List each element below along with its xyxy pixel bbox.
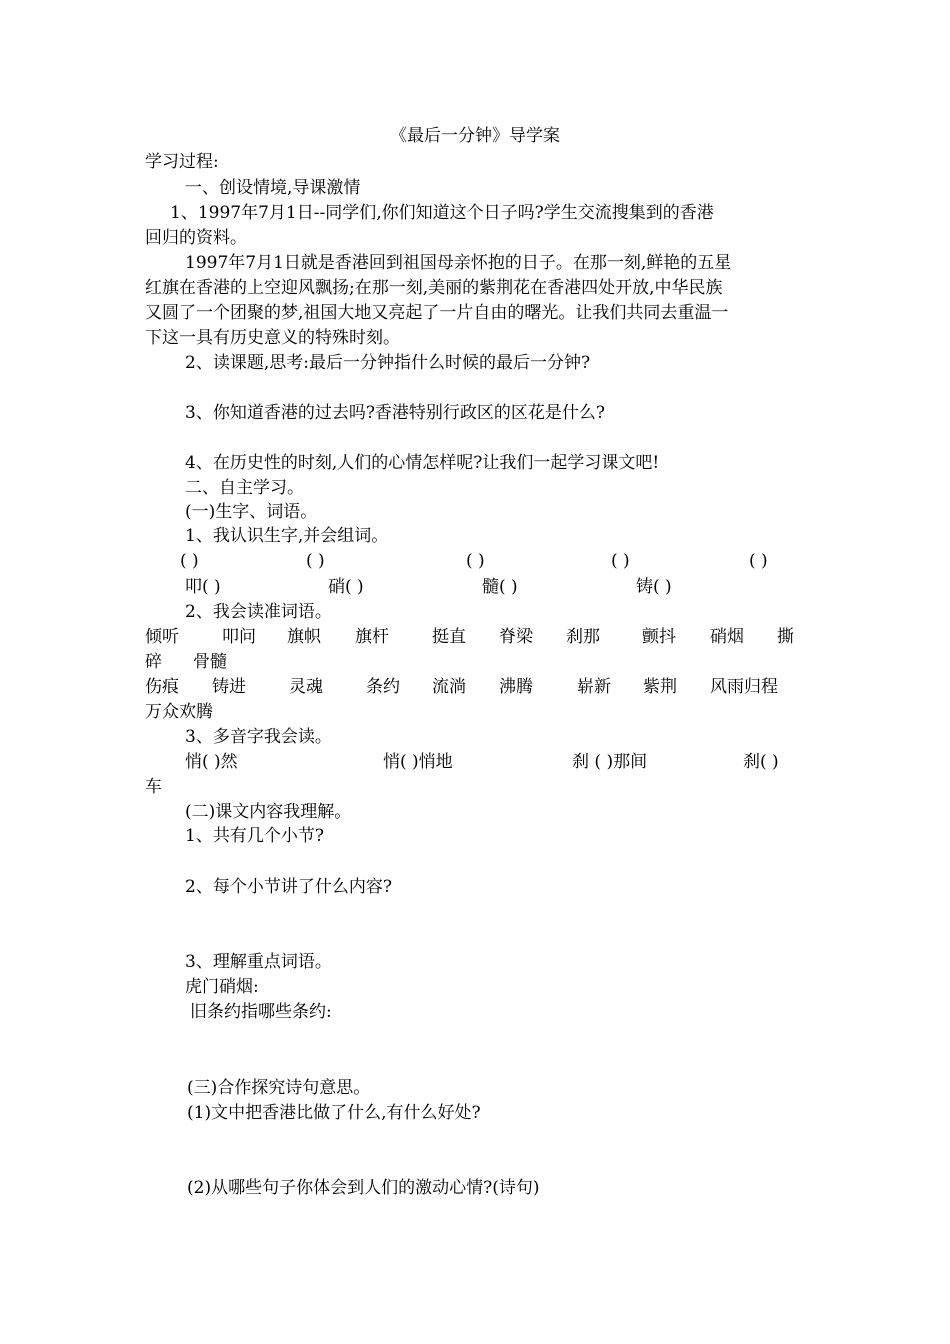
intro-paragraph-line-1: 1997年7月1日就是香港回到祖国母亲怀抱的日子。在那一刻,鲜艳的五星 <box>185 253 732 273</box>
vocab-word: 倾听 <box>145 627 179 647</box>
intro-paragraph-line-3: 又圆了一个团聚的梦,祖国大地又亮起了一片自由的曙光。让我们共同去重温一 <box>145 303 729 323</box>
polyphone-blank[interactable]: 刹( ) <box>743 752 779 772</box>
vocab-word: 流淌 <box>432 677 466 697</box>
pinyin-blank[interactable]: ( ) <box>180 551 199 571</box>
question-1-line-2: 回归的资料。 <box>145 228 247 248</box>
process-label: 学习过程: <box>145 152 219 172</box>
character-blank[interactable]: 叩( ) <box>185 577 221 597</box>
part2-question-2: 2、每个小节讲了什么内容? <box>185 877 392 897</box>
vocab-word: 风雨归程 <box>710 677 778 697</box>
part3-question-2: (2)从哪些句子你体会到人们的激动心情?(诗句) <box>187 1178 540 1198</box>
question-2: 2、读课题,思考:最后一分钟指什么时候的最后一分钟? <box>185 353 591 373</box>
part1-item-2: 2、我会读准词语。 <box>185 602 332 622</box>
vocab-word: 灵魂 <box>289 677 323 697</box>
character-blank[interactable]: 硝( ) <box>328 577 364 597</box>
polyphone-blank[interactable]: 悄( )然 <box>185 752 238 772</box>
question-3: 3、你知道香港的过去吗?香港特别行政区的区花是什么? <box>185 403 606 423</box>
vocab-word: 伤痕 <box>145 677 179 697</box>
term-old-treaties: 旧条约指哪些条约: <box>190 1002 332 1022</box>
part1-item-3: 3、多音字我会读。 <box>185 727 332 747</box>
part2-heading: (二)课文内容我理解。 <box>185 802 352 822</box>
vocab-word: 旗帜 <box>287 627 321 647</box>
part3-question-1: (1)文中把香港比做了什么,有什么好处? <box>187 1103 481 1123</box>
vocab-word: 铸进 <box>212 677 246 697</box>
pinyin-blank[interactable]: ( ) <box>466 551 485 571</box>
vocab-word: 刹那 <box>566 627 600 647</box>
vocab-word: 骨髓 <box>193 652 227 672</box>
vocab-word: 紫荆 <box>643 677 677 697</box>
vocab-word: 挺直 <box>432 627 466 647</box>
document-title: 《最后一分钟》导学案 <box>390 126 560 146</box>
question-4: 4、在历史性的时刻,人们的心情怎样呢?让我们一起学习课文吧! <box>185 453 660 473</box>
part1-item-1: 1、我认识生字,并会组词。 <box>185 526 389 546</box>
vocab-word: 崭新 <box>577 677 611 697</box>
pinyin-blank[interactable]: ( ) <box>611 551 630 571</box>
question-1-line-1: 1、1997年7月1日--同学们,你们知道这个日子吗?学生交流搜集到的香港 <box>170 203 714 223</box>
intro-paragraph-line-4: 下这一具有历史意义的特殊时刻。 <box>145 328 400 348</box>
vocab-word: 沸腾 <box>499 677 533 697</box>
vocab-word: 旗杆 <box>355 627 389 647</box>
part3-heading: (三)合作探究诗句意思。 <box>187 1078 371 1098</box>
vocab-word: 碎 <box>145 652 162 672</box>
vocab-word: 脊梁 <box>499 627 533 647</box>
vocab-word: 硝烟 <box>710 627 744 647</box>
part1-heading: (一)生字、词语。 <box>185 502 318 522</box>
part2-question-3: 3、理解重点词语。 <box>185 952 332 972</box>
polyphone-blank[interactable]: 刹 ( )那间 <box>572 752 648 772</box>
intro-paragraph-line-2: 红旗在香港的上空迎风飘扬;在那一刻,美丽的紫荆花在香港四处开放,中华民族 <box>145 278 723 298</box>
vocab-word: 撕 <box>777 627 794 647</box>
polyphone-blank[interactable]: 悄( )悄地 <box>383 752 453 772</box>
section2-heading: 二、自主学习。 <box>185 478 304 498</box>
pinyin-blank[interactable]: ( ) <box>306 551 325 571</box>
polyphone-continuation: 车 <box>145 777 162 797</box>
character-blank[interactable]: 铸( ) <box>636 577 672 597</box>
section1-heading: 一、创设情境,导课激情 <box>185 178 361 198</box>
vocab-word: 叩问 <box>222 627 256 647</box>
vocab-word: 条约 <box>366 677 400 697</box>
vocab-word: 颤抖 <box>642 627 676 647</box>
part2-question-1: 1、共有几个小节? <box>185 826 324 846</box>
pinyin-blank[interactable]: ( ) <box>749 551 768 571</box>
character-blank[interactable]: 髓( ) <box>482 577 518 597</box>
vocab-word: 万众欢腾 <box>145 702 213 722</box>
term-humen: 虎门硝烟: <box>185 977 259 997</box>
